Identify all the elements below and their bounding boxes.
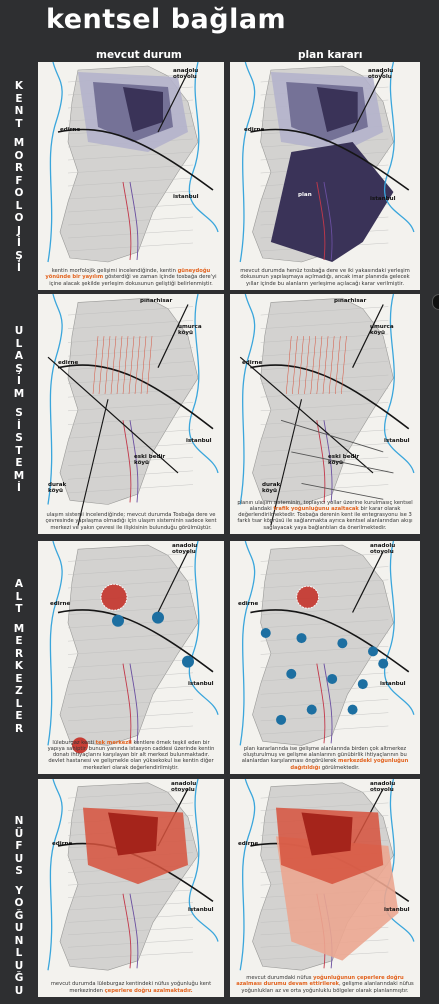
label-edirne: edirne bbox=[238, 601, 259, 607]
column-header-current: mevcut durum bbox=[96, 49, 182, 61]
map-nufus-current bbox=[38, 779, 224, 997]
row-label-word: M O R F O L O J İ Ş İ bbox=[13, 137, 25, 274]
row-label-nufus bbox=[0, 815, 38, 1004]
caption-morfoloji-plan: mevcut durumda henüz tosbağa dere ve iki yakasındaki yerleşim dokusunun yapılaşmaya açılmadığı, ancak imar planında gelecek yıllar içinde bu alanların yerleşime açılacağı karar verilmiştir. bbox=[240, 268, 410, 287]
panel-nufus-current bbox=[38, 779, 224, 997]
label-edirne: edirne bbox=[50, 601, 71, 607]
city-footprint bbox=[60, 545, 198, 745]
label-anadolu: anadolu otoyolu bbox=[370, 543, 396, 555]
label-plan: plan bbox=[298, 192, 312, 198]
label-eski-bedir: eski bedir köyü bbox=[328, 454, 360, 466]
label-istanbul: istanbul bbox=[173, 194, 199, 200]
caption-merkezler-current: lüleburgaz kenti tek merkezli kentlere örnek teşkil eden bir yapıya sahiptir. bunun yanında istasyon caddesi üzerinde kentin donatı ihtiyaçlarını karşılayan bir alt merkezi bulunmaktadır. devlet hastanesi ve gelişmekle olan yüksekokul ise kentin diğer merkezleri olarak değerlendirilmiştir. bbox=[47, 739, 215, 771]
label-eski-bedir: eski bedir köyü bbox=[134, 454, 166, 466]
label-anadolu: anadolu otoyolu bbox=[370, 781, 396, 793]
label-anadolu: anadolu otoyolu bbox=[368, 68, 394, 80]
sub-center bbox=[112, 615, 124, 627]
label-anadolu: anadolu otoyolu bbox=[171, 781, 197, 793]
label-istanbul: istanbul bbox=[380, 681, 406, 687]
map-merkezler-plan bbox=[230, 541, 420, 774]
page-title: kentsel bağlam bbox=[46, 4, 287, 35]
panel-merkezler-current bbox=[38, 541, 224, 774]
map-morfoloji-current bbox=[38, 62, 224, 290]
sub-center bbox=[261, 628, 271, 638]
label-anadolu: anadolu otoyolu bbox=[172, 543, 198, 555]
caption-ulasim-current: ulaşım sistemi incelendiğinde; mevcut durumda Tosbağa dere ve çevresinde yapılaşma olmadığı için ulaşım sisteminin sadece kent merkezi ve yakın çevresi ile ilişkisinin bulunduğu görülmüştür. bbox=[45, 512, 217, 531]
label-umurca: umurca köyü bbox=[178, 324, 202, 336]
panel-nufus-plan bbox=[230, 779, 420, 997]
city-footprint bbox=[253, 545, 394, 745]
row-label-word: N Ü F U S bbox=[14, 815, 24, 877]
row-label-word: M E R K E Z L E R bbox=[13, 622, 25, 735]
row-label-word: Y O Ğ U N L U Ğ U bbox=[14, 884, 24, 997]
column-header-plan: plan kararı bbox=[298, 49, 363, 61]
label-durak: durak köyü bbox=[262, 482, 281, 494]
label-istanbul: istanbul bbox=[384, 438, 410, 444]
label-istanbul: istanbul bbox=[370, 196, 396, 202]
sub-center bbox=[276, 715, 286, 725]
row-label-word: S İ S T E M İ bbox=[13, 407, 25, 494]
row-label-word: K E N T bbox=[14, 80, 24, 130]
panel-merkezler-plan bbox=[230, 541, 420, 774]
center-main bbox=[101, 584, 127, 610]
row-label-merkezler bbox=[0, 578, 38, 742]
sub-center bbox=[358, 679, 368, 689]
sub-center bbox=[348, 705, 358, 715]
row-label-ulasim bbox=[0, 325, 38, 502]
sub-center bbox=[297, 633, 307, 643]
map-nufus-plan bbox=[230, 779, 420, 997]
caption-merkezler-plan: plan kararlarında ise gelişme alanlarında birden çok altmerkez oluşturulmuş ve gelişme alanlarının günübirlik ihtiyaçlarının bu alanlardan karşılanması öngörülerek merkezdeki yoğunluğun dağıtıldığı görülmektedir. bbox=[241, 745, 409, 771]
label-edirne: edirne bbox=[52, 841, 73, 847]
label-anadolu: anadolu otoyolu bbox=[173, 68, 199, 80]
sub-center bbox=[327, 674, 337, 684]
row-label-morfoloji bbox=[0, 80, 38, 282]
row-label-word: U L A Ş I M bbox=[13, 325, 25, 400]
map-morfoloji-plan bbox=[230, 62, 420, 290]
panel-morfoloji-plan bbox=[230, 62, 420, 290]
row-label-word: A L T bbox=[14, 578, 24, 615]
side-tab-handle[interactable] bbox=[432, 294, 439, 310]
label-istanbul: istanbul bbox=[188, 681, 214, 687]
sub-center bbox=[368, 646, 378, 656]
caption-nufus-plan: mevcut durumdaki nüfus yoğunluğunun çeperlere doğru azalması durumu devam ettirilerek, gelişme alanlarındaki nüfus yoğunlukları az ve orta yoğunluklu bölgeler olarak planlanmıştır. bbox=[236, 975, 414, 994]
label-durak: durak köyü bbox=[48, 482, 67, 494]
label-pinarhisar: pınarhisar bbox=[334, 298, 367, 304]
sub-center bbox=[286, 669, 296, 679]
caption-ulasim-plan: planın ulaşım sisteminin, toplayıcı yollar üzerine kurulmasıç kentsel alandaki trafik yoğunluğunu azaltacak bir karar olarak değerlendirilmektedir. Tosbağa derenin kent ile entegrasyonu ise 3 farklı tsar köprüsü ile sağlanmakta ayrıca kentsel alanlarından akışı sağlayacak yaya bağlantıları da önerilmektedir. bbox=[237, 499, 413, 531]
sub-center bbox=[307, 705, 317, 715]
center-main bbox=[297, 586, 319, 608]
sub-center bbox=[378, 659, 388, 669]
label-istanbul: istanbul bbox=[186, 438, 212, 444]
label-edirne: edirne bbox=[238, 841, 259, 847]
label-pinarhisar: pınarhisar bbox=[140, 298, 173, 304]
sub-center bbox=[152, 612, 164, 624]
panel-ulasim-current bbox=[38, 294, 224, 534]
sub-center bbox=[337, 638, 347, 648]
sub-center bbox=[182, 656, 194, 668]
panel-ulasim-plan bbox=[230, 294, 420, 534]
label-edirne: edirne bbox=[58, 360, 79, 366]
label-edirne: edirne bbox=[60, 127, 81, 133]
label-umurca: umurca köyü bbox=[370, 324, 394, 336]
panel-morfoloji-current bbox=[38, 62, 224, 290]
caption-morfoloji-current: kentin morfolojik gelişimi incelendiğinde, kentin güneydoğu yönünde bir yayılım gösterdiği ve zaman içinde tosbağa dere'yi içine alacak şekilde yerleşim dokusunun geliştiği belirlenmiştir. bbox=[45, 268, 217, 287]
label-istanbul: istanbul bbox=[188, 907, 214, 913]
label-edirne: edirne bbox=[242, 360, 263, 366]
caption-nufus-current: mevcut durumda lüleburgaz kentindeki nüfus yoğunluğu kent merkezinden çeperlere doğru azalmaktadır. bbox=[50, 981, 212, 994]
label-istanbul: istanbul bbox=[384, 907, 410, 913]
label-edirne: edirne bbox=[244, 127, 265, 133]
